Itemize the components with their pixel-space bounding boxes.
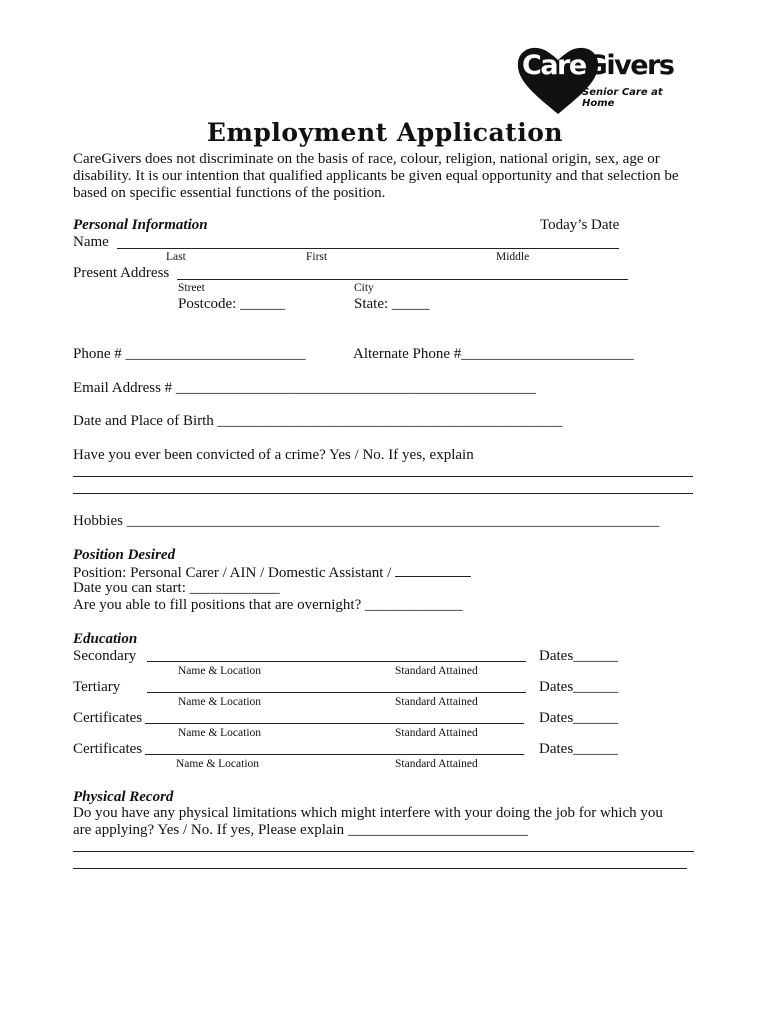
email-field[interactable]: Email Address # ________________________________________________ xyxy=(73,380,536,396)
physical-explain-line-1[interactable] xyxy=(73,851,694,852)
education-tertiary-dates[interactable]: Dates______ xyxy=(539,679,619,695)
standard-attained-caption: Standard Attained xyxy=(395,727,478,739)
standard-attained-caption: Standard Attained xyxy=(395,758,478,770)
education-certificates-2-field[interactable] xyxy=(145,754,524,755)
postcode-field[interactable]: Postcode: ______ xyxy=(178,296,286,312)
page-title: Employment Application xyxy=(206,118,564,147)
position-options: Position: Personal Carer / AIN / Domestic Assistant / xyxy=(73,565,392,581)
name-location-caption: Name & Location xyxy=(178,727,262,739)
position-heading: Position Desired xyxy=(73,547,176,563)
physical-question-line-2[interactable]: are applying? Yes / No. If yes, Please explain ________________________ xyxy=(73,822,528,838)
logo-tagline: Senior Care at Home xyxy=(582,87,663,109)
education-certificates-field[interactable] xyxy=(145,723,524,724)
name-middle-caption: Middle xyxy=(496,251,530,263)
education-secondary-field[interactable] xyxy=(147,661,526,662)
education-heading: Education xyxy=(73,631,138,647)
hobbies-field[interactable]: Hobbies _______________________________________________________________________ xyxy=(73,513,660,529)
caregivers-logo xyxy=(514,44,694,116)
city-caption: City xyxy=(354,282,374,294)
name-last-caption: Last xyxy=(166,251,186,263)
standard-attained-caption: Standard Attained xyxy=(395,696,478,708)
name-label: Name xyxy=(73,234,109,250)
personal-info-heading: Personal Information xyxy=(73,217,208,233)
education-certificates-label: Certificates xyxy=(73,710,143,726)
crime-explain-line-1[interactable] xyxy=(73,476,693,477)
state-field[interactable]: State: _____ xyxy=(354,296,430,312)
crime-explain-line-2[interactable] xyxy=(73,493,693,494)
address-field[interactable] xyxy=(177,279,628,280)
education-certificates-2-label: Certificates xyxy=(73,741,143,757)
crime-question: Have you ever been convicted of a crime? Yes / No. If yes, explain xyxy=(73,447,474,463)
education-tertiary-label: Tertiary xyxy=(73,679,121,695)
education-tertiary-field[interactable] xyxy=(147,692,526,693)
name-first-caption: First xyxy=(306,251,328,263)
logo-wordmark: CareGivers xyxy=(522,50,674,81)
physical-question-line-1: Do you have any physical limitations which might interfere with your doing the job for which you xyxy=(73,805,663,821)
name-location-caption: Name & Location xyxy=(178,665,262,677)
education-secondary-label: Secondary xyxy=(73,648,137,664)
phone-field[interactable]: Phone # ________________________ xyxy=(73,346,306,362)
overnight-field[interactable]: Are you able to fill positions that are overnight? _____________ xyxy=(73,597,463,613)
street-caption: Street xyxy=(178,282,205,294)
position-other-field[interactable] xyxy=(395,564,471,577)
intro-paragraph: CareGivers does not discriminate on the basis of race, colour, religion, national origin, sex, age or disability. It is our intention that qualified applicants be given equal opportunity and that selection be based on specific essential functions of the position. xyxy=(73,151,679,201)
education-secondary-dates[interactable]: Dates______ xyxy=(539,648,619,664)
education-certificates-2-dates[interactable]: Dates______ xyxy=(539,741,619,757)
alternate-phone-field[interactable]: Alternate Phone #_______________________ xyxy=(353,346,634,362)
name-field[interactable] xyxy=(117,248,619,249)
birth-field[interactable]: Date and Place of Birth ______________________________________________ xyxy=(73,413,563,429)
name-location-caption: Name & Location xyxy=(176,758,260,770)
todays-date-label: Today’s Date xyxy=(540,217,620,233)
start-date-field[interactable]: Date you can start: ____________ xyxy=(73,580,280,596)
physical-record-heading: Physical Record xyxy=(73,789,174,805)
name-location-caption: Name & Location xyxy=(178,696,262,708)
education-certificates-dates[interactable]: Dates______ xyxy=(539,710,619,726)
physical-explain-line-2[interactable] xyxy=(73,868,687,869)
address-label: Present Address xyxy=(73,265,170,281)
standard-attained-caption: Standard Attained xyxy=(395,665,478,677)
